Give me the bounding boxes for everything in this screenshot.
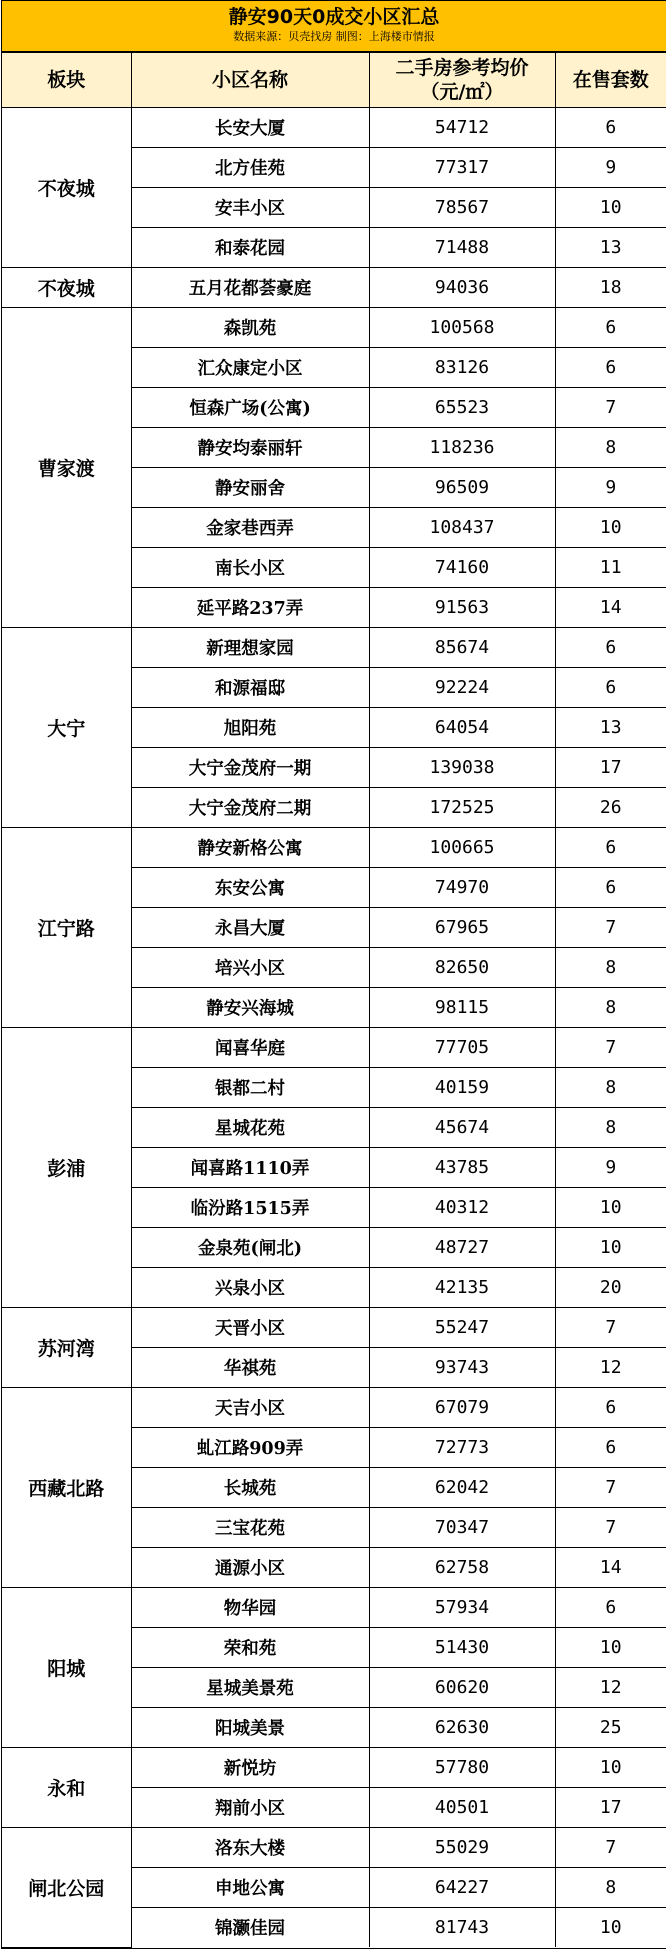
community-name-cell: 闻喜路1110弄 <box>131 1148 369 1188</box>
community-name-cell: 临汾路1515弄 <box>131 1188 369 1228</box>
listing-count-cell: 6 <box>555 668 666 708</box>
price-cell: 55029 <box>369 1828 555 1868</box>
community-name-cell: 兴泉小区 <box>131 1268 369 1308</box>
listing-count-cell: 18 <box>555 268 666 308</box>
community-name-cell: 银都二村 <box>131 1068 369 1108</box>
community-name-cell: 北方佳苑 <box>131 148 369 188</box>
table-row <box>2 308 666 348</box>
community-name-cell: 延平路237弄 <box>131 588 369 628</box>
community-name-cell: 金家巷西弄 <box>131 508 369 548</box>
community-name-cell: 和源福邸 <box>131 668 369 708</box>
community-name-cell: 大宁金茂府一期 <box>131 748 369 788</box>
listing-count-cell: 6 <box>555 348 666 388</box>
summary-sheet <box>1 0 666 1949</box>
block-cell: 阳城 <box>2 1588 131 1748</box>
price-cell: 98115 <box>369 988 555 1028</box>
table-row <box>2 108 666 148</box>
price-cell: 78567 <box>369 188 555 228</box>
listing-count-cell: 7 <box>555 388 666 428</box>
price-cell: 71488 <box>369 228 555 268</box>
block-cell: 闸北公园 <box>2 1828 131 1948</box>
listing-count-cell: 10 <box>555 1908 666 1948</box>
price-cell: 74970 <box>369 868 555 908</box>
listing-count-cell: 13 <box>555 708 666 748</box>
listing-count-cell: 6 <box>555 1588 666 1628</box>
listing-count-cell: 8 <box>555 948 666 988</box>
community-name-cell: 申地公寓 <box>131 1868 369 1908</box>
price-cell: 40312 <box>369 1188 555 1228</box>
price-cell: 85674 <box>369 628 555 668</box>
community-name-cell: 新理想家园 <box>131 628 369 668</box>
price-cell: 96509 <box>369 468 555 508</box>
community-name-cell: 培兴小区 <box>131 948 369 988</box>
listing-count-cell: 9 <box>555 1148 666 1188</box>
community-name-cell: 静安丽舍 <box>131 468 369 508</box>
community-name-cell: 汇众康定小区 <box>131 348 369 388</box>
listing-count-cell: 8 <box>555 428 666 468</box>
table-row <box>2 1828 666 1868</box>
price-cell: 54712 <box>369 108 555 148</box>
price-cell: 45674 <box>369 1108 555 1148</box>
price-cell: 83126 <box>369 348 555 388</box>
price-cell: 42135 <box>369 1268 555 1308</box>
listing-count-cell: 14 <box>555 588 666 628</box>
community-name-cell: 静安兴海城 <box>131 988 369 1028</box>
community-name-cell: 金泉苑(闸北) <box>131 1228 369 1268</box>
listing-count-cell: 14 <box>555 1548 666 1588</box>
price-cell: 100568 <box>369 308 555 348</box>
listing-count-cell: 11 <box>555 548 666 588</box>
community-name-cell: 静安新格公寓 <box>131 828 369 868</box>
community-name-cell: 静安均泰丽轩 <box>131 428 369 468</box>
listing-count-cell: 7 <box>555 1468 666 1508</box>
price-cell: 77317 <box>369 148 555 188</box>
header-count: 在售套数 <box>555 53 666 108</box>
price-cell: 82650 <box>369 948 555 988</box>
block-cell: 曹家渡 <box>2 308 131 628</box>
community-name-cell: 恒森广场(公寓) <box>131 388 369 428</box>
community-name-cell: 南长小区 <box>131 548 369 588</box>
price-cell: 100665 <box>369 828 555 868</box>
page-title: 静安90天0成交小区汇总 <box>228 6 440 28</box>
community-name-cell: 通源小区 <box>131 1548 369 1588</box>
price-cell: 94036 <box>369 268 555 308</box>
listing-count-cell: 10 <box>555 508 666 548</box>
listing-count-cell: 10 <box>555 1228 666 1268</box>
listing-count-cell: 7 <box>555 1028 666 1068</box>
listing-count-cell: 10 <box>555 188 666 228</box>
block-cell: 大宁 <box>2 628 131 828</box>
price-cell: 91563 <box>369 588 555 628</box>
price-cell: 62758 <box>369 1548 555 1588</box>
community-name-cell: 新悦坊 <box>131 1748 369 1788</box>
listing-count-cell: 6 <box>555 868 666 908</box>
price-cell: 64054 <box>369 708 555 748</box>
listing-count-cell: 7 <box>555 1828 666 1868</box>
price-cell: 48727 <box>369 1228 555 1268</box>
listing-count-cell: 12 <box>555 1668 666 1708</box>
listing-count-cell: 7 <box>555 1508 666 1548</box>
price-cell: 74160 <box>369 548 555 588</box>
community-name-cell: 三宝花苑 <box>131 1508 369 1548</box>
listing-count-cell: 8 <box>555 1108 666 1148</box>
community-name-cell: 大宁金茂府二期 <box>131 788 369 828</box>
header-price-line2: （元/㎡） <box>420 81 504 103</box>
listing-count-cell: 6 <box>555 628 666 668</box>
listing-count-cell: 7 <box>555 908 666 948</box>
header-price <box>369 53 555 108</box>
listing-count-cell: 9 <box>555 468 666 508</box>
community-name-cell: 阳城美景 <box>131 1708 369 1748</box>
listing-count-cell: 17 <box>555 748 666 788</box>
source-note: 数据来源：贝壳找房 制图：上海楼市情报 <box>233 30 435 43</box>
block-cell: 不夜城 <box>2 108 131 268</box>
community-name-cell: 永昌大厦 <box>131 908 369 948</box>
table-row <box>2 1588 666 1628</box>
listing-count-cell: 9 <box>555 148 666 188</box>
price-cell: 65523 <box>369 388 555 428</box>
listing-count-cell: 12 <box>555 1348 666 1388</box>
price-cell: 40159 <box>369 1068 555 1108</box>
listing-count-cell: 8 <box>555 988 666 1028</box>
community-name-cell: 安丰小区 <box>131 188 369 228</box>
listing-count-cell: 6 <box>555 828 666 868</box>
listing-count-cell: 26 <box>555 788 666 828</box>
community-name-cell: 物华园 <box>131 1588 369 1628</box>
block-cell: 彭浦 <box>2 1028 131 1308</box>
community-name-cell: 洛东大楼 <box>131 1828 369 1868</box>
price-cell: 92224 <box>369 668 555 708</box>
listing-count-cell: 10 <box>555 1188 666 1228</box>
table-row <box>2 628 666 668</box>
block-cell: 永和 <box>2 1748 131 1828</box>
listing-count-cell: 17 <box>555 1788 666 1828</box>
price-cell: 72773 <box>369 1428 555 1468</box>
community-name-cell: 华祺苑 <box>131 1348 369 1388</box>
price-cell: 62630 <box>369 1708 555 1748</box>
listing-count-cell: 8 <box>555 1868 666 1908</box>
community-name-cell: 长安大厦 <box>131 108 369 148</box>
community-name-cell: 天晋小区 <box>131 1308 369 1348</box>
price-cell: 60620 <box>369 1668 555 1708</box>
listing-count-cell: 13 <box>555 228 666 268</box>
listing-count-cell: 20 <box>555 1268 666 1308</box>
community-name-cell: 虬江路909弄 <box>131 1428 369 1468</box>
listing-count-cell: 6 <box>555 1428 666 1468</box>
price-cell: 40501 <box>369 1788 555 1828</box>
listing-count-cell: 7 <box>555 1308 666 1348</box>
listing-count-cell: 6 <box>555 1388 666 1428</box>
community-name-cell: 五月花都荟豪庭 <box>131 268 369 308</box>
table-row <box>2 1308 666 1348</box>
community-name-cell: 翔前小区 <box>131 1788 369 1828</box>
price-cell: 108437 <box>369 508 555 548</box>
community-name-cell: 长城苑 <box>131 1468 369 1508</box>
table-body <box>2 108 666 1948</box>
community-name-cell: 森凯苑 <box>131 308 369 348</box>
header-name: 小区名称 <box>131 53 369 108</box>
price-cell: 70347 <box>369 1508 555 1548</box>
price-cell: 62042 <box>369 1468 555 1508</box>
price-cell: 118236 <box>369 428 555 468</box>
community-name-cell: 荣和苑 <box>131 1628 369 1668</box>
community-name-cell: 旭阳苑 <box>131 708 369 748</box>
community-name-cell: 东安公寓 <box>131 868 369 908</box>
community-name-cell: 和泰花园 <box>131 228 369 268</box>
community-name-cell: 闻喜华庭 <box>131 1028 369 1068</box>
block-cell: 江宁路 <box>2 828 131 1028</box>
price-cell: 57934 <box>369 1588 555 1628</box>
price-cell: 55247 <box>369 1308 555 1348</box>
table-row <box>2 1748 666 1788</box>
header-price-line1: 二手房参考均价 <box>395 57 529 79</box>
listing-count-cell: 10 <box>555 1748 666 1788</box>
community-name-cell: 天吉小区 <box>131 1388 369 1428</box>
listing-count-cell: 6 <box>555 308 666 348</box>
header-block: 板块 <box>2 53 131 108</box>
listing-count-cell: 6 <box>555 108 666 148</box>
block-cell: 苏河湾 <box>2 1308 131 1388</box>
price-cell: 67965 <box>369 908 555 948</box>
community-name-cell: 星城花苑 <box>131 1108 369 1148</box>
community-table <box>2 52 666 1948</box>
table-row <box>2 1388 666 1428</box>
block-cell: 不夜城 <box>2 268 131 308</box>
price-cell: 67079 <box>369 1388 555 1428</box>
price-cell: 57780 <box>369 1748 555 1788</box>
table-row <box>2 1028 666 1068</box>
block-cell: 西藏北路 <box>2 1388 131 1588</box>
price-cell: 172525 <box>369 788 555 828</box>
listing-count-cell: 10 <box>555 1628 666 1668</box>
community-name-cell: 锦灏佳园 <box>131 1908 369 1948</box>
header-row <box>2 53 666 108</box>
price-cell: 64227 <box>369 1868 555 1908</box>
community-name-cell: 星城美景苑 <box>131 1668 369 1708</box>
price-cell: 43785 <box>369 1148 555 1188</box>
price-cell: 81743 <box>369 1908 555 1948</box>
listing-count-cell: 25 <box>555 1708 666 1748</box>
price-cell: 93743 <box>369 1348 555 1388</box>
price-cell: 51430 <box>369 1628 555 1668</box>
price-cell: 77705 <box>369 1028 555 1068</box>
table-row <box>2 828 666 868</box>
title-bar <box>2 0 666 52</box>
table-row <box>2 268 666 308</box>
listing-count-cell: 8 <box>555 1068 666 1108</box>
price-cell: 139038 <box>369 748 555 788</box>
